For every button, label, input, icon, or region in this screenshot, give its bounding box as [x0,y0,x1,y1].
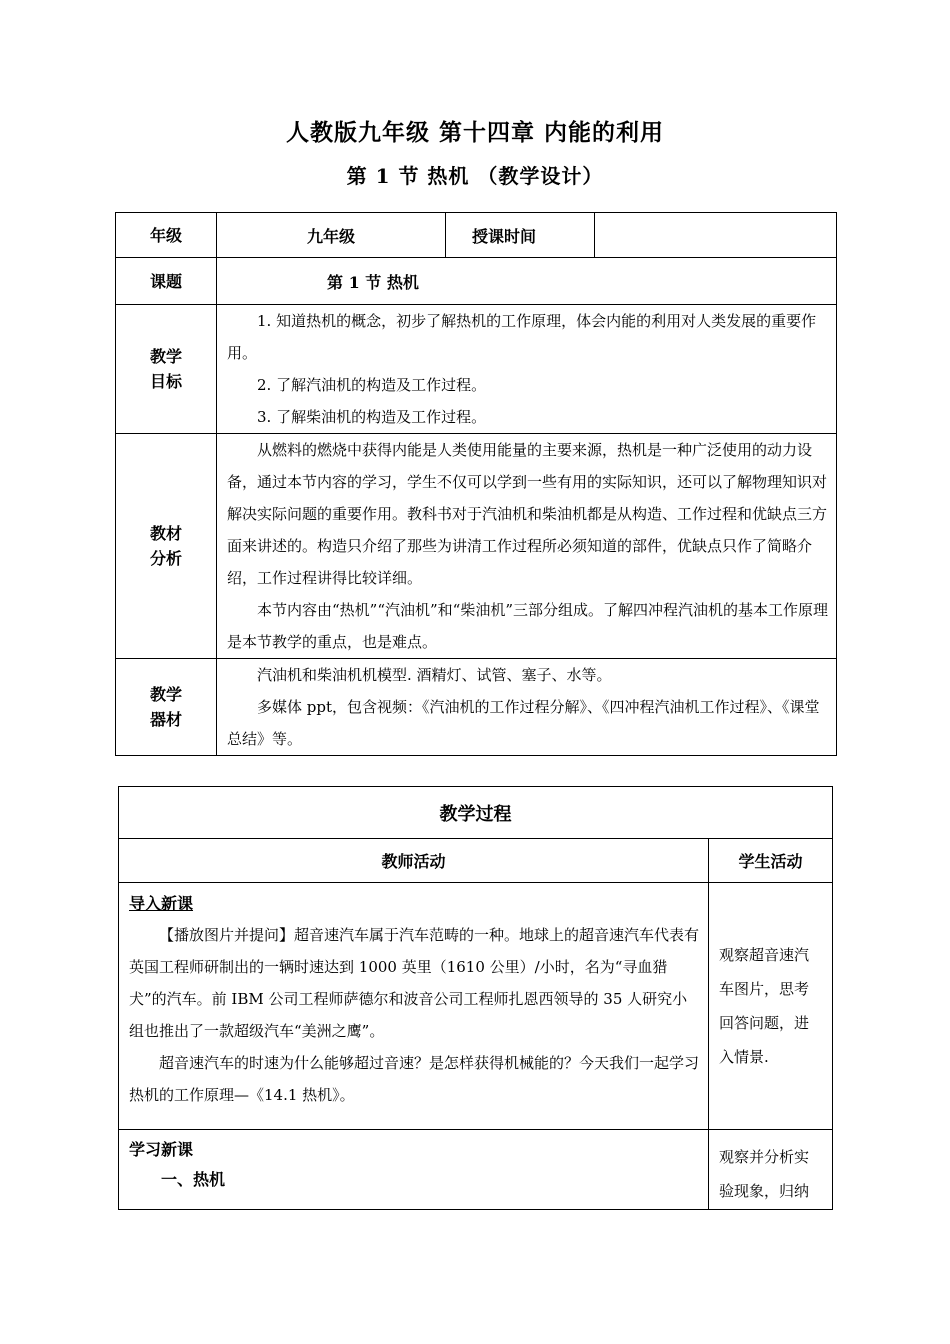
intro-student-cell: 观察超音速汽车图片，思考回答问题，进入情景. [709,883,833,1130]
analysis-paragraph: 从燃料的燃烧中获得内能是人类使用能量的主要来源，热机是一种广泛使用的动力设备，通过本节内容的学习，学生不仅可以学到一些有用的实际知识，还可以了解物理知识对解决实际问题的重要作用。教科书对于汽油机和柴油机都是从构造、工作过程和优缺点三方面来讲述的。构造只介绍了那些为讲清工作过程所必须知道的部件，优缺点只作了简略介绍，工作过程讲得比较详细。 [227,441,828,587]
grade-label: 年级 [116,213,217,258]
teacher-header: 教师活动 [119,839,709,883]
analysis-label [116,434,217,659]
intro-title: 导入新课 [129,894,194,913]
time-value [595,213,837,258]
learn-student-cell: 观察并分析实验现象，归纳 [709,1130,833,1210]
equip-content [217,659,837,756]
row-analysis [116,434,837,659]
goal-item: 2. 了解汽油机的构造及工作过程。 [257,376,487,394]
intro-paragraph: 超音速汽车的时速为什么能够超过音速？是怎样获得机械能的？今天我们一起学习热机的工作原理—《14.1 热机》。 [129,1054,700,1104]
row-goals [116,305,837,434]
equip-paragraph: 多媒体 ppt，包含视频：《汽油机的工作过程分解》、《四冲程汽油机工作过程》、《课堂总结》等。 [227,698,820,748]
intro-paragraph: 【播放图片并提问】超音速汽车属于汽车范畴的一种。地球上的超音速汽车代表有英国工程师研制出的一辆时速达到 1000 英里（1610 公里）/小时，名为“寻血猎犬”的汽车。前 IBM 公司工程师萨德尔和波音公司工程师扎恩西领导的 35 人研究小组也推出了一款超级汽车“美洲之鹰”。 [129,926,700,1040]
equip-paragraph: 汽油机和柴油机机模型. 酒精灯、试管、塞子、水等。 [257,666,612,684]
goal-item: 3. 了解柴油机的构造及工作过程。 [257,408,487,426]
goals-label-line2: 目标 [149,372,182,391]
row-topic [116,258,837,305]
student-header: 学生活动 [709,839,833,883]
equip-label [116,659,217,756]
grade-value: 九年级 [217,213,446,258]
document-subtitle: 第 1 节 热机 （教学设计） [346,164,604,188]
learn-title: 学习新课 [129,1140,194,1159]
analysis-label-line2: 分析 [149,549,182,568]
info-table [115,212,837,756]
process-heading-row [119,787,833,839]
analysis-label-line1: 教材 [149,524,182,543]
process-table [118,786,833,1210]
row-equip [116,659,837,756]
analysis-paragraph: 本节内容由“热机”“汽油机”和“柴油机”三部分组成。了解四冲程汽油机的基本工作原理是本节教学的重点，也是难点。 [227,601,829,651]
goal-item: 1. 知道热机的概念，初步了解热机的工作原理，体会内能的利用对人类发展的重要作用。 [227,312,817,362]
goals-content [217,305,837,434]
process-header-row [119,839,833,883]
learn-subtitle: 一、热机 [161,1170,226,1189]
analysis-content [217,434,837,659]
learn-teacher-cell [119,1130,709,1210]
document-title: 人教版九年级 第十四章 内能的利用 [285,119,664,146]
learn-row [119,1130,833,1210]
intro-teacher-cell [119,883,709,1130]
topic-value: 第 1 节 热机 [217,258,837,305]
process-heading: 教学过程 [119,787,833,839]
equip-label-line2: 器材 [149,710,182,729]
topic-label: 课题 [116,258,217,305]
equip-label-line1: 教学 [149,685,182,704]
goals-label-line1: 教学 [149,347,182,366]
goals-label [116,305,217,434]
time-label: 授课时间 [446,213,595,258]
row-grade [116,213,837,258]
intro-row [119,883,833,1130]
